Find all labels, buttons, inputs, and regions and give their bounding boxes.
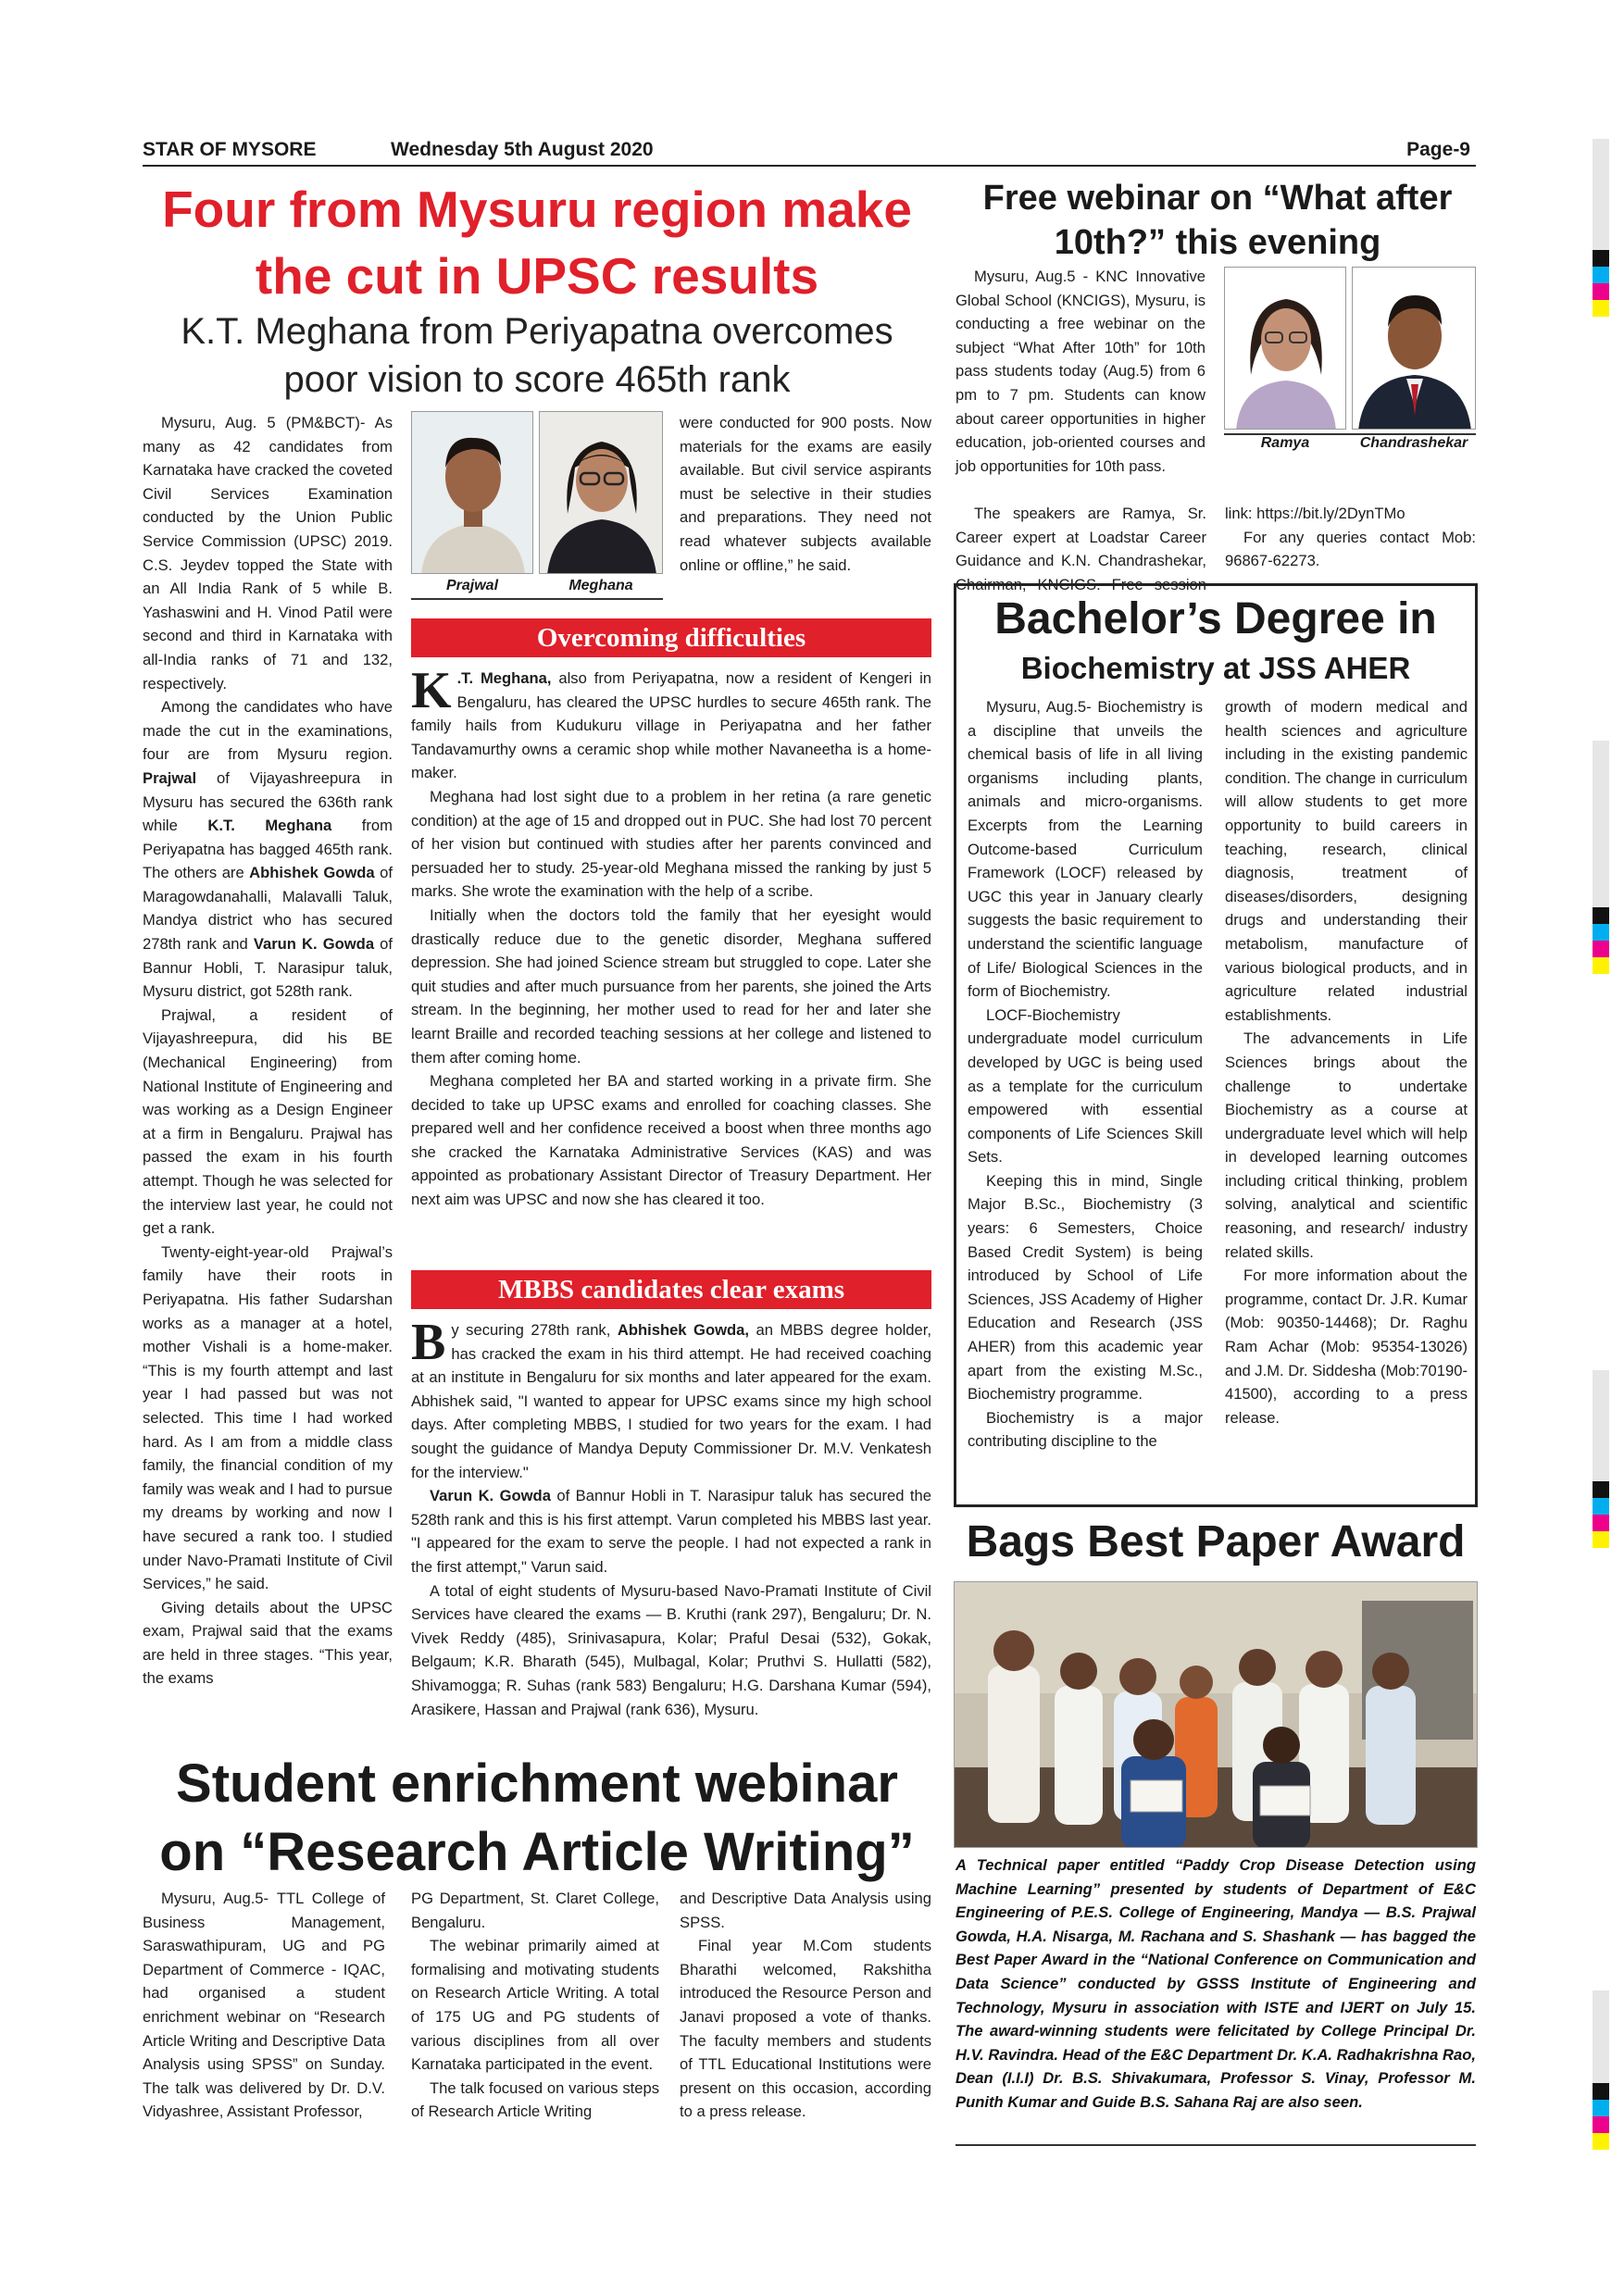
- enrich-paragraph: Mysuru, Aug.5- TTL College of Business Management, Saraswathipuram, UG and PG Department of Commerce - IQAC, had organised a student enrichment webinar on “Research Article Writing and Descriptive Data Analysis using SPSS” on Sunday. The talk was delivered by Dr. D.V. Vidyashree, Assistant Professor,: [143, 1890, 385, 2121]
- section-overcoming-text: [411, 662, 931, 1212]
- webinar-photos: [1224, 267, 1476, 452]
- chandrashekar-photo: [1352, 267, 1476, 430]
- upsc-paragraph: A total of eight students of Mysuru-based Navo-Pramati Institute of Civil Services have cleared the exams — B. Kruthi (rank 297), Bengaluru; Dr. N. Vivek Reddy (485), Srinivasapura, Kolar; Praful Desai (532), Gokak, Belgaum; K.R. Bharath (545), Mulbagal, Kolar; Pruthvi S. Hullatti (582), Shivamogga; R. Suhas (rank 583) Bengaluru; H.G. Darshana Kumar (594), Arasikere, Hassan and Prajwal (rank 636), Mysuru.: [411, 1581, 931, 1718]
- ramya-photo: [1224, 267, 1346, 430]
- biochem-paragraph: For more information about the programme, contact Dr. J.R. Kumar (Mob: 90350-14468); Dr. Raghu Ram Achar (Mob: 95354-13026) and J.M. Dr. Siddesha (Mob:70190-41500), according to a press release.: [1225, 1267, 1468, 1427]
- page-number: Page-9: [1406, 139, 1470, 160]
- upsc-headline-line-2: the cut in UPSC results: [255, 247, 819, 305]
- prajwal-photo: [411, 411, 533, 574]
- biochem-paragraph: LOCF-Biochemistry undergraduate model curriculum developed by UGC is being used as a template for the curriculum empowered with essential components of Life Sciences Skill Sets.: [968, 1005, 1203, 1167]
- webinar-paragraph: Mysuru, Aug.5 - KNC Innovative Global School (KNCIGS), Mysuru, is conducting a free webinar on the subject “What After 10th” for 10th pass students today (Aug.5) from 6 pm to 7 pm. Students can know about career opportunities in higher education, job-oriented courses and job opportunities for 10th pass.: [956, 268, 1206, 475]
- enrich-paragraph: and Descriptive Data Analysis using SPSS.: [680, 1890, 931, 1931]
- paper-name: STAR OF MYSORE: [143, 139, 317, 160]
- upsc-column-3-top: [680, 411, 931, 577]
- upsc-paragraph: Meghana completed her BA and started working in a private firm. She decided to take up UPSC exams and enrolled for coaching classes. She prepared well and her confidence received a boost when three months ago she cracked the Karnataka Administrative Services (KAS) and was appointed as probationary Assistant Director of Treasury Department. Her next aim was UPSC and now she has cleared it too.: [411, 1072, 931, 1209]
- upsc-paragraph: were conducted for 900 posts. Now materials for the exams are easily available. But civil service aspirants must be selective in their studies and preparations. They need not read whatever subjects available online or offline,” he said.: [680, 414, 931, 574]
- award-headline: Bags Best Paper Award: [966, 1517, 1466, 1566]
- section-bar-overcoming: Overcoming difficulties: [411, 618, 931, 657]
- upsc-paragraph: Mysuru, Aug. 5 (PM&BCT)- As many as 42 candidates from Karnataka have cracked the coveted Civil Services Examination conducted by the Union Public Service Commission (UPSC) 2019. C.S. Jeydev topped the State with an All India Rank of 5 while B. Yashaswini and H. Vinod Patil were second and third in Karnataka with all-India ranks of 71 and 132, respectively.: [143, 414, 393, 693]
- masthead-bar: [143, 137, 1476, 167]
- photo-caption-prajwal: Prajwal: [445, 578, 499, 593]
- enrich-headline: [139, 1750, 935, 1887]
- upsc-paragraph: Giving details about the UPSC exam, Prajwal said that the exams are held in three stages. “This year, the exams: [143, 1598, 393, 1688]
- enrich-paragraph: Final year M.Com students Bharathi welcomed, Rakshitha introduced the Resource Person and Janavi proposed a vote of thanks. The faculty members and students of TTL Educational Institutions were present on this occasion, according to a press release.: [680, 1937, 931, 2121]
- upsc-subheadline: [139, 307, 935, 404]
- registration-strip: [1593, 1370, 1609, 1548]
- webinar-headline-line-1: Free webinar on “What after: [982, 179, 1453, 218]
- webinar-paragraph: The speakers are Ramya, Sr. Career expert at Loadstar Career Guidance and K.N. Chandrashekar, Chairman, KNCIGS. Free session link: https://bit.ly/2DynTMo For any queries contact Mob: 96867-62273.: [956, 505, 1476, 593]
- registration-strip: [1593, 139, 1609, 317]
- upsc-subhead-line-2: poor vision to score 465th rank: [283, 359, 791, 400]
- drop-cap: K: [411, 662, 452, 719]
- registration-strip: [1593, 1990, 1609, 2150]
- upsc-paragraph: Prajwal, a resident of Vijayashreepura, did his BE (Mechanical Engineering) from National Institute of Engineering and was working as a Design Engineer at a firm in Bengaluru. Prajwal has passed the exam in his fourth attempt. Though he was selected for the interview last year, he could not get a rank.: [143, 1005, 393, 1238]
- drop-cap: B: [411, 1314, 446, 1371]
- biochem-column-2: [1225, 695, 1468, 1429]
- issue-date: Wednesday 5th August 2020: [391, 139, 654, 160]
- upsc-paragraph: Meghana had lost sight due to a problem in her retina (a rare genetic condition) at the age of 15 and dropped out in PUC. She had lost 70 percent of her vision but continued with studies after her parents convinced and persuaded her to study. 25-year-old Meghana missed the ranking by just 5 marks. She wrote the examination with the help of a scribe.: [411, 787, 931, 901]
- award-group-photo: [954, 1581, 1478, 1848]
- biochem-headline-1: Bachelor’s Degree in: [994, 594, 1437, 643]
- upsc-paragraph: K .T. Meghana, also from Periyapatna, now a resident of Kengeri in Bengaluru, has cleared the UPSC hurdles to secure 465th rank. The family hails from Kudukuru village in Periyapatna and her father Tandavamurthy owns a ceramic shop while mother Navaneetha is a home-maker.: [411, 662, 931, 782]
- enrich-headline-line-2: on “Research Article Writing”: [159, 1822, 915, 1882]
- enrich-paragraph: The talk focused on various steps of Research Article Writing: [411, 2078, 659, 2121]
- biochem-paragraph: The advancements in Life Sciences brings about the challenge to undertake Biochemistry as a course at undergraduate level which will help in developed learning outcomes including critical thinking, problem solving, analytical and scientific reasoning, and research/ industry related skills.: [1225, 1029, 1468, 1261]
- section-bar-mbbs: MBBS candidates clear exams: [411, 1270, 931, 1309]
- upsc-paragraph: Among the candidates who have made the cut in the examinations, four are from Mysuru region. Prajwal of Vijayashreepura in Mysuru has secured the 636th rank while K.T. Meghana from Periyapatna has bagged 465th rank. The others are Abhishek Gowda of Maragowdanahalli, Malavalli Taluk, Mandya district who has secured 278th rank and Varun K. Gowda of Bannur Hobli, T. Narasipur taluk, Mysuru district, got 528th rank.: [143, 698, 393, 1001]
- upsc-paragraph: Twenty-eight-year-old Prajwal’s family have their roots in Periyapatna. His father Sudarshan works as a manager at a hotel, mother Vishali is a home-maker. “This is my fourth attempt and last year I had passed but was not selected. This time I had worked hard. As I am from a middle class family, the financial condition of my family was weak and I had to pursue my dreams by working and now I have secured a rank too. I studied under Navo-Pramati Institute of Civil Services,” he said.: [143, 1242, 393, 1593]
- registration-strip: [1593, 741, 1609, 974]
- webinar-headline: [954, 176, 1481, 265]
- webinar-column-1: [956, 265, 1206, 478]
- upsc-photos: [411, 411, 663, 602]
- webinar-headline-line-2: 10th?” this evening: [1054, 223, 1381, 262]
- section-mbbs-text: [411, 1314, 931, 1721]
- photo-caption-meghana: Meghana: [568, 578, 633, 593]
- upsc-headline: [139, 176, 935, 309]
- enrich-paragraph: PG Department, St. Claret College, Bengaluru.: [411, 1890, 659, 1931]
- meghana-photo: [539, 411, 663, 574]
- upsc-paragraph: Varun K. Gowda of Bannur Hobli in T. Narasipur taluk has secured the 528th rank and this is his first attempt. Varun completed his MBBS last year. "I appeared for the exam to serve the people. I had not expected a rank in the first attempt," Varun said.: [411, 1487, 931, 1576]
- biochem-column-1: [968, 695, 1203, 1454]
- biochem-box: [954, 583, 1478, 1507]
- upsc-column-1: [143, 411, 393, 1691]
- enrich-column-2: [411, 1887, 659, 2124]
- biochem-paragraph: Keeping this in mind, Single Major B.Sc., Biochemistry (3 years: 6 Semesters, Choice Based Credit System) is being introduced by School of Life Sciences, JSS Academy of Higher Education and Research (JSS AHER) from this academic year apart from the existing M.Sc., Biochemistry programme.: [968, 1171, 1203, 1404]
- upsc-headline-line-1: Four from Mysuru region make: [162, 181, 912, 238]
- award-caption-rule: [956, 2144, 1476, 2146]
- biochem-headline-2: Biochemistry at JSS AHER: [1020, 651, 1411, 685]
- enrich-headline-line-1: Student enrichment webinar: [176, 1753, 898, 1814]
- biochem-paragraph: Mysuru, Aug.5- Biochemistry is a discipline that unveils the chemical basis of life in all living organisms including plants, animals and micro-organisms. Excerpts from the Learning Outcome-based Curriculum Framework (LOCF) released by UGC this year in January clearly suggests the basic requirement to understand the scientific language of Life/ Biological Sciences in the form of Biochemistry.: [968, 698, 1203, 1001]
- upsc-paragraph: By securing 278th rank, Abhishek Gowda, an MBBS degree holder, has cracked the exam in his third attempt. He had received coaching at an institute in Bengaluru for six months and later appeared for the exam. Abhishek said, "I wanted to appear for UPSC exams since my high school days. After completing MBBS, I studied for two years for the exam. I had sought the guidance of Mandya Deputy Commissioner Dr. M.V. Venkatesh for the interview.": [411, 1314, 931, 1481]
- biochem-paragraph: growth of modern medical and health sciences and agriculture including in the existing pandemic condition. The change in curriculum will allow students to get more opportunity to build careers in teaching, research, clinical diagnosis, treatment of diseases/disorders, designing drugs and understanding their metabolism, manufacture of various biological products, and in agriculture related industrial establishments.: [1225, 698, 1468, 1024]
- enrich-paragraph: The webinar primarily aimed at formalising and motivating students on Research Article Writing. A total of 175 UG and PG students of various disciplines from all over Karnataka participated in the event.: [411, 1937, 659, 2074]
- upsc-paragraph: Initially when the doctors told the family that her eyesight would drastically reduce due to the genetic disorder, Meghana suffered depression. She had joined Science stream but struggled to cope. Later she quit studies and after much pursuance from her parents, she joined the Arts stream. In the beginning, her mother used to read for her and later she learnt Braille and recorded teaching sessions at her college and listened to them after coming home.: [411, 905, 931, 1067]
- photo-caption-chandrashekar: Chandrashekar: [1359, 435, 1468, 451]
- enrich-column-1: [143, 1887, 385, 2124]
- award-caption: A Technical paper entitled “Paddy Crop Disease Detection using Machine Learning” presented by students of Department of E&C Engineering of P.E.S. College of Engineering, Mandya — B.S. Prajwal Gowda, H.A. Nisarga, M. Rachana and S. Shashank — has bagged the Best Paper Award in the “National Conference on Communication and Data Science” conducted by GSSS Institute of Engineering and Technology, Mysuru in association with ISTE and IJERT on July 15. The award-winning students were felicitated by College Principal Dr. H.V. Ravindra. Head of the E&C Department Dr. K.A. Radhakrishna Rao, Dean (I.I.I) Dr. B.S. Shivakumara, Professor S. Vinay, Professor M. Punith Kumar and Guide B.S. Sahana Raj are also seen.: [956, 1856, 1476, 2111]
- upsc-subhead-line-1: K.T. Meghana from Periyapatna overcomes: [181, 311, 893, 352]
- biochem-paragraph: Biochemistry is a major contributing discipline to the: [968, 1408, 1203, 1451]
- photo-caption-ramya: Ramya: [1260, 435, 1310, 451]
- enrich-column-3: [680, 1887, 931, 2124]
- caption-rule: [411, 598, 663, 600]
